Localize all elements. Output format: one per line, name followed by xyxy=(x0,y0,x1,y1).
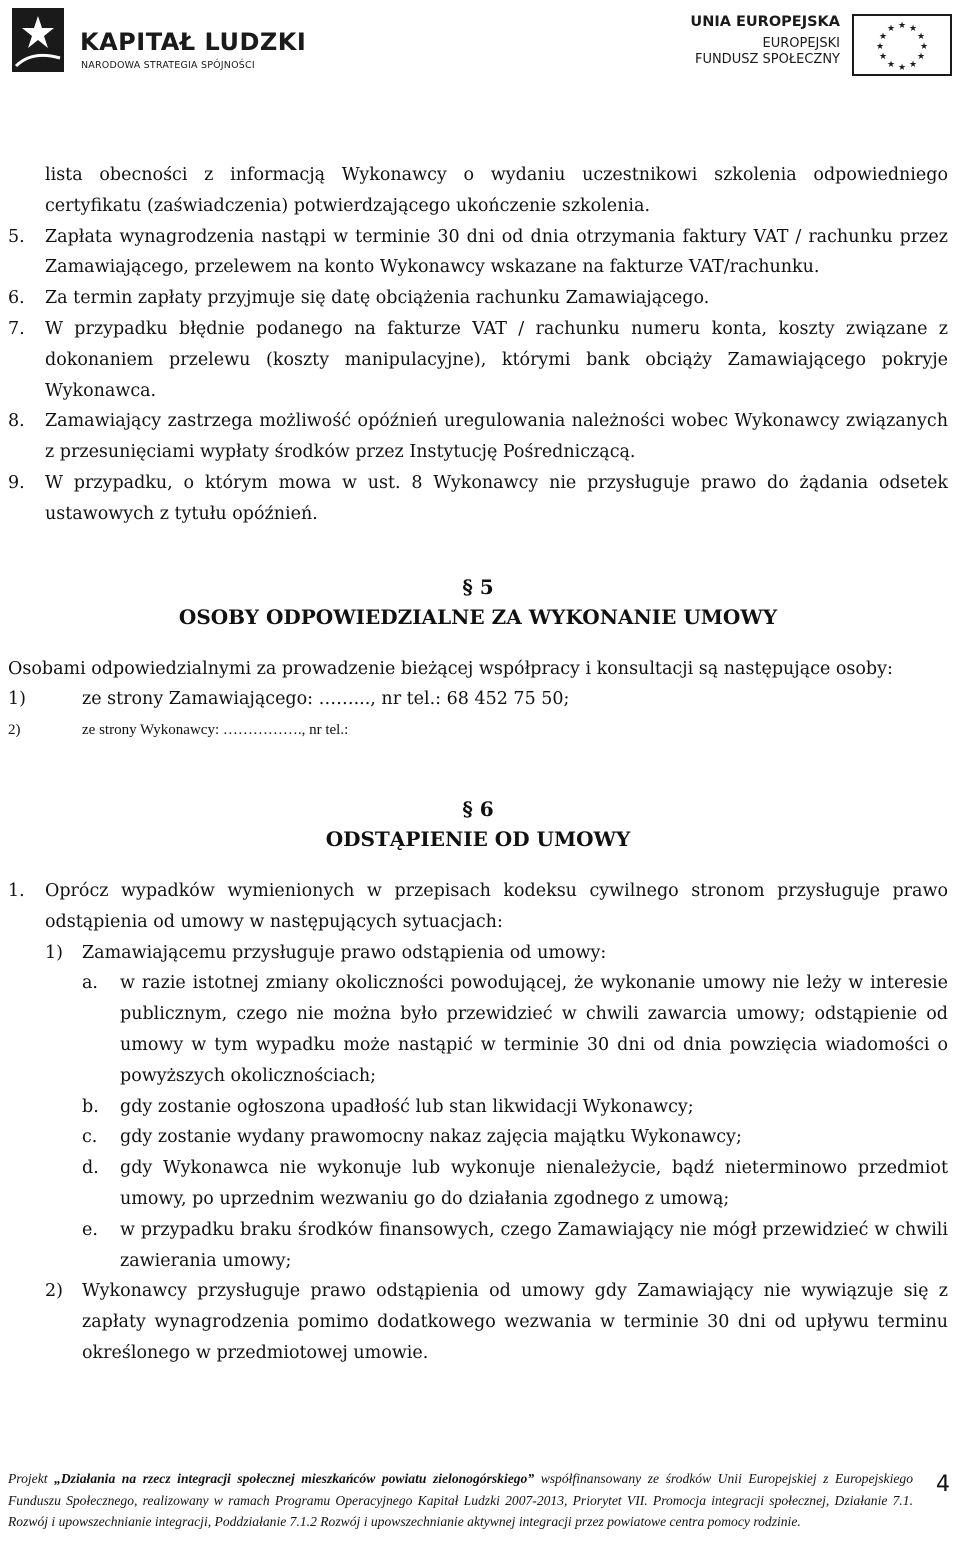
section6-sub-1-b xyxy=(8,1092,948,1123)
item-letter: a. xyxy=(82,973,98,994)
section6-sub-2 xyxy=(8,1276,948,1368)
payment-item-8 xyxy=(8,406,948,468)
svg-text:★: ★ xyxy=(919,42,929,52)
item-number: 2) xyxy=(8,722,21,739)
section6-sub-1 xyxy=(8,938,948,969)
section5-symbol: § 5 xyxy=(462,574,494,599)
payment-item-7 xyxy=(8,314,948,406)
item-text: Wykonawcy przysługuje prawo odstąpienia od umowy gdy Zamawiający nie wywiązuje się z zapłaty wynagrodzenia pomimo dodatkowego wezwania w terminie 30 dni od upływu terminu określonego w przedmiotowej umowie. xyxy=(82,1281,948,1363)
item-letter: b. xyxy=(82,1096,99,1117)
item-letter: c. xyxy=(82,1127,98,1148)
section6-sub-1-d xyxy=(8,1153,948,1215)
logo-left-title: KAPITAŁ LUDZKI xyxy=(80,28,307,56)
item-text: W przypadku, o którym mowa w ust. 8 Wykonawcy nie przysługuje prawo do żądania odsetek ustawowych z tytułu opóźnień. xyxy=(45,472,948,524)
logo-left-subtitle: NARODOWA STRATEGIA SPÓJNOŚCI xyxy=(81,60,255,71)
item-number: 1) xyxy=(8,689,26,710)
svg-text:★: ★ xyxy=(908,60,918,70)
footer-project-name: „Działania na rzecz integracji społecznej mieszkańców powiatu zielonogórskiego” xyxy=(54,1471,535,1486)
item-text: gdy Wykonawca nie wykonuje lub wykonuje nienależycie, bądź nieterminowo przedmiot umowy, po uprzednim wezwaniu go do działania zgodnego z umową; xyxy=(120,1158,948,1209)
page-number: 4 xyxy=(936,1472,950,1497)
eu-logo xyxy=(692,14,952,74)
item-text: W przypadku błędnie podanego na fakturze VAT / rachunku numeru konta, koszty związane z dokonaniem przelewu (koszty manipulacyjne), którymi bank obciąży Zamawiającego pokryje Wykonawca. xyxy=(45,318,948,401)
item-number: 1) xyxy=(45,942,63,963)
item-text: gdy zostanie ogłoszona upadłość lub stan likwidacji Wykonawcy; xyxy=(120,1096,694,1117)
svg-text:★: ★ xyxy=(878,52,888,62)
item-number: 2) xyxy=(45,1281,63,1302)
item-text: ze strony Wykonawcy: ……………., nr tel.: xyxy=(82,722,349,739)
svg-text:★: ★ xyxy=(897,21,907,31)
section6-symbol: § 6 xyxy=(462,796,494,821)
item-text: Zapłata wynagrodzenia nastąpi w terminie 30 dni od dnia otrzymania faktury VAT / rachunku przez Zamawiającego, przelewem na konto Wykonawcy wskazane na fakturze VAT/rachunku. xyxy=(45,226,948,278)
section6-sub-1-a xyxy=(8,968,948,1091)
svg-text:★: ★ xyxy=(916,52,926,62)
item-number: 9. xyxy=(8,472,25,493)
item-text: Zamawiający zastrzega możliwość opóźnień uregulowania należności wobec Wykonawcy związanych z przesunięciami wypłaty środków przez Instytucję Pośredniczącą. xyxy=(45,411,948,463)
svg-text:★: ★ xyxy=(886,60,896,70)
eu-logo-line2: EUROPEJSKI xyxy=(762,36,840,51)
item-number: 6. xyxy=(8,288,25,309)
section5-item-2 xyxy=(8,715,948,746)
payment-item-9 xyxy=(8,468,948,530)
svg-text:★: ★ xyxy=(886,24,896,34)
item-number: 1. xyxy=(8,880,25,901)
kapital-ludzki-logo xyxy=(8,6,307,74)
item-text: Oprócz wypadków wymienionych w przepisach kodeksu cywilnego stronom przysługuje prawo odstąpienia od umowy w następujących sytuacjach: xyxy=(45,880,948,932)
eu-flag-icon xyxy=(852,14,952,76)
item-text: Zamawiającemu przysługuje prawo odstąpienia od umowy: xyxy=(82,942,607,963)
eu-logo-line3: FUNDUSZ SPOŁECZNY xyxy=(694,52,840,67)
item-number: 7. xyxy=(8,318,25,339)
item-text: Za termin zapłaty przyjmuje się datę obciążenia rachunku Zamawiającego. xyxy=(45,288,710,309)
section6-sub-1-e xyxy=(8,1215,948,1277)
item-text: ze strony Zamawiającego: ……..., nr tel.: 68 452 75 50; xyxy=(82,689,570,710)
page-footer xyxy=(8,1468,913,1533)
intro-line: lista obecności z informacją Wykonawcy o wydaniu uczestnikowi szkolenia odpowiedniego certyfikatu (zaświadczenia) potwierdzającego ukończenie szkolenia. xyxy=(45,165,948,216)
svg-text:★: ★ xyxy=(908,24,918,34)
svg-text:★: ★ xyxy=(875,42,885,52)
section5-intro: Osobami odpowiedzialnymi za prowadzenie bieżącej współpracy i konsultacji są następujące osoby: xyxy=(8,658,893,679)
eu-logo-line1: UNIA EUROPEJSKA xyxy=(690,14,840,30)
svg-text:★: ★ xyxy=(878,32,888,42)
section5-item-1 xyxy=(8,684,948,715)
footer-rest: współfinansowany ze środków Unii Europejskiej z Europejskiego Funduszu Społecznego, realizowany w ramach Programu Operacyjnego Kapitał Ludzki 2007-2013, Priorytet VII. Promocja integracji społecznej, Działanie 7.1. Rozwój i upowszechnianie integracji, Poddziałanie 7.1.2 Rozwój i upowszechnianie aktywnej integracji przez powiatowe centra pomocy rodzinie. xyxy=(8,1471,913,1529)
section6-sub-1-c xyxy=(8,1122,948,1153)
item-number: 8. xyxy=(8,411,25,432)
svg-text:★: ★ xyxy=(916,32,926,42)
item-number: 5. xyxy=(8,226,25,247)
payment-item-5 xyxy=(8,222,948,284)
item-text: w razie istotnej zmiany okoliczności powodującej, że wykonanie umowy nie leży w interesie publicznym, czego nie można było przewidzieć w chwili zawarcia umowy; odstąpienie od umowy w tym wypadku może nastąpić w terminie 30 dni od dnia powzięcia wiadomości o powyższych okolicznościach; xyxy=(120,973,948,1086)
section6-title: ODSTĄPIENIE OD UMOWY xyxy=(325,826,631,851)
footer-prefix: Projekt xyxy=(8,1471,55,1486)
item-text: w przypadku braku środków finansowych, czego Zamawiający nie mógł przewidzieć w chwili zawierania umowy; xyxy=(120,1219,948,1271)
document-body xyxy=(8,160,948,1369)
item-letter: d. xyxy=(82,1158,99,1179)
kapital-ludzki-emblem-icon xyxy=(8,6,68,74)
svg-text:★: ★ xyxy=(897,63,907,73)
item-letter: e. xyxy=(82,1219,98,1240)
section5-title: OSOBY ODPOWIEDZIALNE ZA WYKONANIE UMOWY xyxy=(178,604,778,629)
item-text: gdy zostanie wydany prawomocny nakaz zajęcia majątku Wykonawcy; xyxy=(120,1127,742,1148)
section6-item-1 xyxy=(8,876,948,938)
payment-item-6 xyxy=(8,283,948,314)
